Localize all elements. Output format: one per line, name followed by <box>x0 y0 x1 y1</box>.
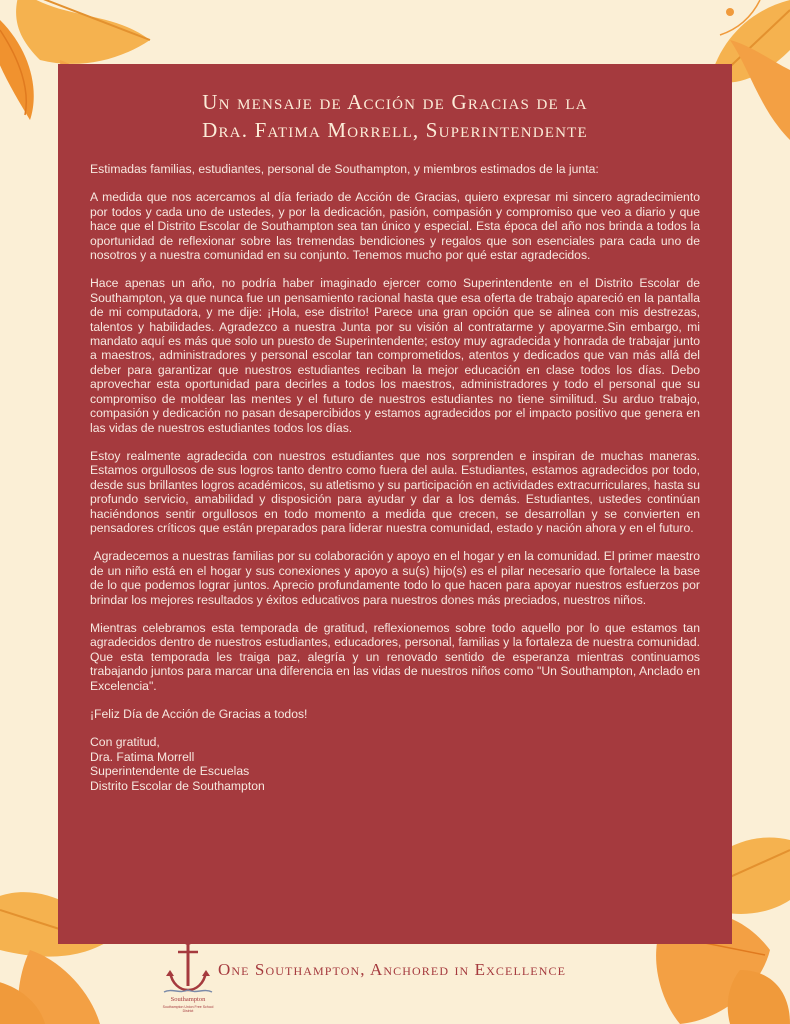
closing: Con gratitud, <box>90 735 160 750</box>
signature-block <box>90 735 700 793</box>
paragraph-1: A medida que nos acercamos al día feriado de Acción de Gracias, quiero expresar mi sincero agradecimiento por todos y cada uno de ustedes, y por la dedicación, pasión, compasión y compromiso que veo a diario y que hace que el Distrito Escolar de Southampton sea tan único y especial. Esta época del año nos brinda a todos la oportunidad de reflexionar sobre las tremendas bendiciones y regalos que son esenciales para cada uno de nosotros y a nuestra comunidad en su conjunto. Tenemos mucho por qué estar agradecidos. <box>90 190 700 263</box>
title-line-1: Un mensaje de Acción de Gracias de la <box>202 90 588 114</box>
logo-wordmark: Southampton <box>170 996 206 1003</box>
paragraph-6: ¡Feliz Día de Acción de Gracias a todos! <box>90 707 308 721</box>
paragraph-3: Estoy realmente agradecida con nuestros estudiantes que nos sorprenden e inspiran de muchas maneras. Estamos orgullosos de sus logros tanto dentro como fuera del aula. Estudiantes, estamos agradecidos por todo, desde sus brillantes logros académicos, su atletismo y su participación en actividades extracurriculares, hasta su profundo servicio, amabilidad y disposición para ayudar y dar a los demás. Estudiantes, ustedes continúan haciéndonos sentir orgullosos en todo momento a medida que crecen, se desarrollan y se convierten en pensadores críticos que están preparados para liderar nuestra comunidad, estado y nación ahora y en el futuro. <box>90 448 700 535</box>
logo-subtext: Southampton Union Free School District <box>162 1005 214 1013</box>
title-line-2: Dra. Fatima Morrell, Superintendente <box>202 118 588 142</box>
paragraph-2: Hace apenas un año, no podría haber imaginado ejercer como Superintendente en el Distrito Escolar de Southampton, ya que nunca fue un pensamiento racional hasta que esa oferta de trabajo apareció en la pantalla de mi computadora, y me dije: ¡Hola, ese distrito! Parece una gran opción que se alinea con mis destrezas, talentos y habilidades. Agradezco a nuestra Junta por su visión al contratarme y apoyarme.Sin embargo, mi mandato aquí es más que solo un puesto de Superintendente; estoy muy agradecida y honrada de trabajar junto a maestros, administradores y personal escolar tan comprometidos, atentos y dedicados que van más allá del deber para garantizar que nuestros estudiantes reciban la mejor educación en clase todos los días. Debo aprovechar esta oportunidad para decirles a todos los maestros, administradores y todo el personal que su compromiso de moldear las mentes y el futuro de nuestros estudiantes no tiene similitud. Su arduo trabajo, compasión y dedicación no pasan desapercibidos y estamos agradecidos por el impacto positivo que genera en las vidas de nuestros estudiantes todos los días. <box>90 276 700 435</box>
footer-motto: One Southampton, Anchored in Excellence <box>218 960 567 979</box>
page-title <box>58 88 732 144</box>
paragraph-5: Mientras celebramos esta temporada de gratitud, reflexionemos sobre todo aquello por lo que estamos tan agradecidos dentro de nuestros estudiantes, educadores, personal, familias y la fortaleza de nuestra comunidad. Que esta temporada les traiga paz, alegría y un renovado sentido de esperanza mientras continuamos trabajando juntos para marcar una diferencia en las vidas de nuestros niños como "Un Southampton, Anclado en Excelencia". <box>90 620 700 693</box>
signer-org: Distrito Escolar de Southampton <box>90 778 265 793</box>
signer-title: Superintendente de Escuelas <box>90 764 250 779</box>
paragraph-4: Agradecemos a nuestras familias por su colaboración y apoyo en el hogar y en la comunidad. El primer maestro de un niño está en el hogar y sus conexiones y apoyo a su(s) hijo(s) es el pilar necesario que fortalece la base de lo que podemos lograr juntos. Aprecio profundamente todo lo que hacen para apoyar nuestros esfuerzos por brindar los mejores resultados y éxitos educativos para nuestros dones más preciados, nuestros niños. <box>90 549 704 607</box>
signer-name: Dra. Fatima Morrell <box>90 749 195 764</box>
letter-body <box>90 162 704 793</box>
letter-panel <box>58 64 732 944</box>
school-logo <box>158 932 218 1022</box>
greeting: Estimadas familias, estudiantes, personal de Southampton, y miembros estimados de la junta: <box>90 162 599 176</box>
anchor-icon <box>158 932 218 996</box>
